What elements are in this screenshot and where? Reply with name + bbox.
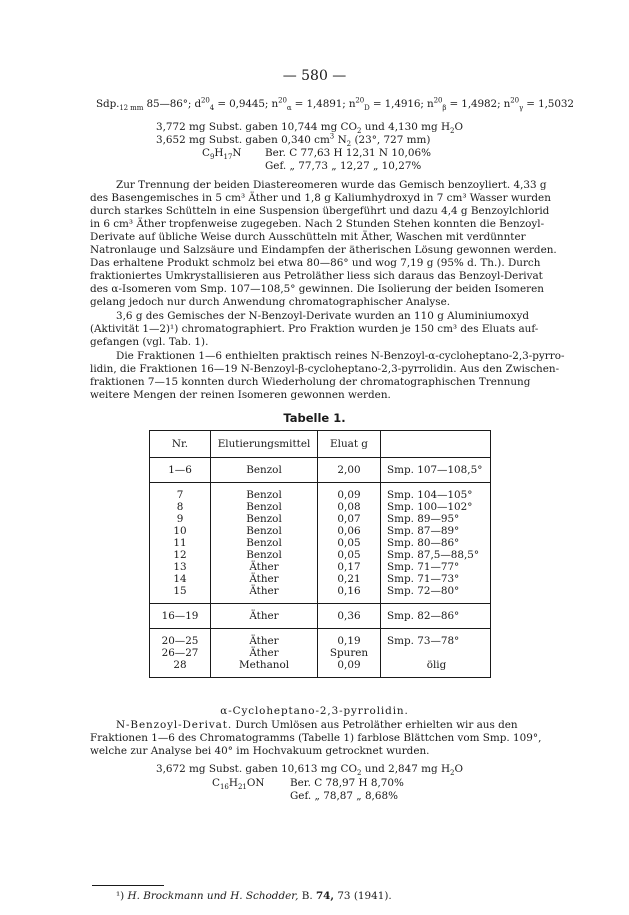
cell-eluent: Äther: [211, 585, 318, 604]
cell-eluent: Äther: [211, 604, 318, 629]
cell-eluat: Spuren: [318, 647, 381, 659]
cell-eluent: Äther: [211, 629, 318, 648]
run-in-heading: N-Benzoyl-Derivat.: [116, 719, 233, 731]
cell-smp: Smp. 73—78°: [387, 635, 460, 647]
found-values: Gef. „ 77,73 „ 12,27 „ 10,27%: [265, 160, 422, 172]
text-line: Natronlauge und Salzsäure und Eindampfen der ätherischen Lösung gewonnen werden.: [90, 244, 557, 256]
cell-smp: Smp. 72—80°: [381, 585, 491, 604]
cell-eluat: 2,00: [318, 458, 381, 483]
analysis-line: 3,652 mg Subst. gaben 0,340 $cm^3$ $N_2$ (23°, 727 mm): [156, 132, 431, 149]
cell-nr: 10: [150, 525, 211, 537]
text-line: Die Fraktionen 1—6 enthielten praktisch reines N-Benzoyl-α-cycloheptano-2,3-pyrro-: [116, 350, 565, 362]
cell-nr: 9: [150, 513, 211, 525]
cell-nr: 20—25: [150, 629, 211, 648]
table-row: [150, 525, 491, 537]
cell-nr: 12: [150, 549, 211, 561]
section-title: α-Cycloheptano-2,3-pyrrolidin.: [220, 705, 409, 717]
table-row: [150, 629, 491, 648]
molecular-formula: $C_9H_{17}N$: [202, 147, 242, 162]
cell-smp: ölig: [426, 659, 447, 671]
table-row: [150, 604, 491, 629]
molecular-formula: $C_{16}H_{21}ON$: [212, 777, 265, 792]
header-eluent: Elutierungsmittel: [211, 431, 318, 458]
cell-eluat: 0,06: [318, 525, 381, 537]
cell-nr: 13: [150, 561, 211, 573]
table-header-row: [150, 431, 491, 458]
text-line: lidin, die Fraktionen 16—19 N-Benzoyl-β-cycloheptano-2,3-pyrrolidin. Aus den Zwischen-: [90, 363, 560, 375]
table-row: [150, 458, 491, 483]
cell-smp: Smp. 82—86°: [381, 604, 491, 629]
cell-eluat: 0,05: [318, 537, 381, 549]
cell-nr: 28: [150, 659, 211, 678]
cell-nr: 7: [150, 483, 211, 502]
table-caption: Tabelle 1.: [283, 411, 346, 425]
cell-eluent: Benzol: [211, 458, 318, 483]
text-line: Fraktionen 1—6 des Chromatogramms (Tabelle 1) farblose Blättchen vom Smp. 109°,: [90, 732, 542, 744]
cell-smp: Smp. 89—95°: [387, 513, 460, 525]
table-row: [150, 549, 491, 561]
cell-eluent: Benzol: [211, 513, 318, 525]
cell-smp: Smp. 87,5—88,5°: [387, 549, 480, 561]
cell-smp: Smp. 71—73°: [387, 573, 460, 585]
text-line: (Aktivität 1—2)¹) chromatographiert. Pro Fraktion wurden je 150 cm³ des Eluats auf-: [90, 323, 539, 335]
cell-eluent: Benzol: [211, 501, 318, 513]
cell-nr: 8: [150, 501, 211, 513]
cell-smp: Smp. 107—108,5°: [381, 458, 491, 483]
table-row: [150, 483, 491, 502]
cell-nr: 11: [150, 537, 211, 549]
cell-eluat: 0,17: [318, 561, 381, 573]
table-row: [150, 513, 491, 525]
table-row: [150, 647, 491, 659]
cell-nr: 14: [150, 573, 211, 585]
cell-eluat: 0,05: [318, 549, 381, 561]
cell-eluent: Benzol: [211, 483, 318, 502]
found-values: Gef. „ 78,87 „ 8,68%: [290, 790, 398, 802]
text-line: 3,6 g des Gemisches der N-Benzoyl-Derivate wurden an 110 g Aluminiumoxyd: [116, 310, 530, 322]
cell-smp: Smp. 104—105°: [387, 489, 473, 501]
cell-eluat: 0,16: [318, 585, 381, 604]
page-number: — 580 —: [282, 68, 347, 84]
text-line: N-Benzoyl-Derivat. Durch Umlösen aus Petroläther erhielten wir aus den: [116, 719, 518, 731]
text-line: Zur Trennung der beiden Diastereomeren wurde das Gemisch benzoyliert. 4,33 g: [116, 179, 547, 191]
cell-nr: 16—19: [150, 604, 211, 629]
text-line: in 6 cm³ Äther tropfenweise zugegeben. Nach 2 Stunden Stehen konnten die Benzoyl-: [90, 218, 545, 230]
table-row: [150, 573, 491, 585]
text-line: durch starkes Schütteln in eine Suspension übergeführt und dazu 4,4 g Benzoylchlorid: [90, 205, 550, 217]
text-line: fraktioniertes Umkrystallisieren aus Petroläther liess sich daraus das Benzoyl-Derivat: [90, 270, 543, 282]
calculated-values: Ber. C 77,63 H 12,31 N 10,06%: [265, 147, 431, 159]
cell-eluat: 0,09: [318, 659, 381, 678]
cell-nr: 26—27: [150, 647, 211, 659]
text-line: des α-Isomeren vom Smp. 107—108,5° gewinnen. Die Isolierung der beiden Isomeren: [90, 283, 544, 295]
header-nr: Nr.: [150, 431, 211, 458]
cell-eluat: 0,21: [318, 573, 381, 585]
cell-nr: 1—6: [150, 458, 211, 483]
cell-smp: Smp. 80—86°: [387, 537, 460, 549]
analysis-line: 3,672 mg Subst. gaben 10,613 mg $CO_2$ und 2,847 mg $H_2O$: [156, 763, 464, 778]
cell-eluent: Benzol: [211, 537, 318, 549]
cell-smp: Smp. 100—102°: [387, 501, 473, 513]
boiling-point-line: $Sdp._{12 mm}$ 85—86°; $d^{20}_4 = 0,9445$; $n^{20}_\alpha = 1,4891$; $n^{20}_D = 1,4916$; $n^{20}_\beta = 1,4982$; $n^{20}_\gamma = 1,5032$: [96, 96, 574, 113]
table-row: [150, 659, 491, 678]
calculated-values: Ber. C 78,97 H 8,70%: [290, 777, 404, 789]
cell-smp: [381, 647, 491, 659]
cell-eluent: Äther: [211, 561, 318, 573]
footnote-divider: [92, 885, 164, 886]
text-line: welche zur Analyse bei 40° im Hochvakuum getrocknet wurden.: [90, 745, 430, 757]
analysis-line: 3,772 mg Subst. gaben 10,744 mg $CO_2$ und 4,130 mg $H_2O$: [156, 121, 464, 136]
cell-eluent: Methanol: [211, 659, 318, 678]
text-line: fraktionen 7—15 konnten durch Wiederholung der chromatographischen Trennung: [90, 376, 531, 388]
text-line: des Basengemisches in 5 cm³ Äther und 1,8 g Kaliumhydroxyd in 7 cm³ Wasser wurden: [90, 192, 551, 204]
cell-nr: 15: [150, 585, 211, 604]
cell-eluat: 0,19: [318, 629, 381, 648]
text-line: gelang jedoch nur durch Anwendung chromatographischer Analyse.: [90, 296, 451, 308]
text-line: Das erhaltene Produkt schmolz bei etwa 80—86° und wog 7,19 g (95% d. Th.). Durch: [90, 257, 541, 269]
fractions-table: [149, 430, 491, 678]
header-melting-point: [381, 431, 491, 458]
table-row: [150, 561, 491, 573]
cell-eluent: Benzol: [211, 525, 318, 537]
table-row: [150, 501, 491, 513]
cell-eluat: 0,09: [318, 483, 381, 502]
table-row: [150, 585, 491, 604]
cell-eluat: 0,08: [318, 501, 381, 513]
cell-smp: Smp. 71—77°: [387, 561, 460, 573]
footnote: ¹) H. Brockmann und H. Schodder, B. 74, 73 (1941).: [116, 890, 392, 902]
cell-eluent: Benzol: [211, 549, 318, 561]
cell-eluat: 0,36: [318, 604, 381, 629]
cell-smp: Smp. 87—89°: [387, 525, 460, 537]
text-line: Derivate auf übliche Weise durch Ausschütteln mit Äther, Waschen mit verdünnter: [90, 231, 526, 243]
cell-eluent: Äther: [211, 647, 318, 659]
text-line: gefangen (vgl. Tab. 1).: [90, 336, 209, 348]
cell-eluat: 0,07: [318, 513, 381, 525]
cell-eluent: Äther: [211, 573, 318, 585]
table-row: [150, 537, 491, 549]
text-line: weitere Mengen der reinen Isomeren gewonnen werden.: [90, 389, 391, 401]
header-eluat: Eluat g: [318, 431, 381, 458]
